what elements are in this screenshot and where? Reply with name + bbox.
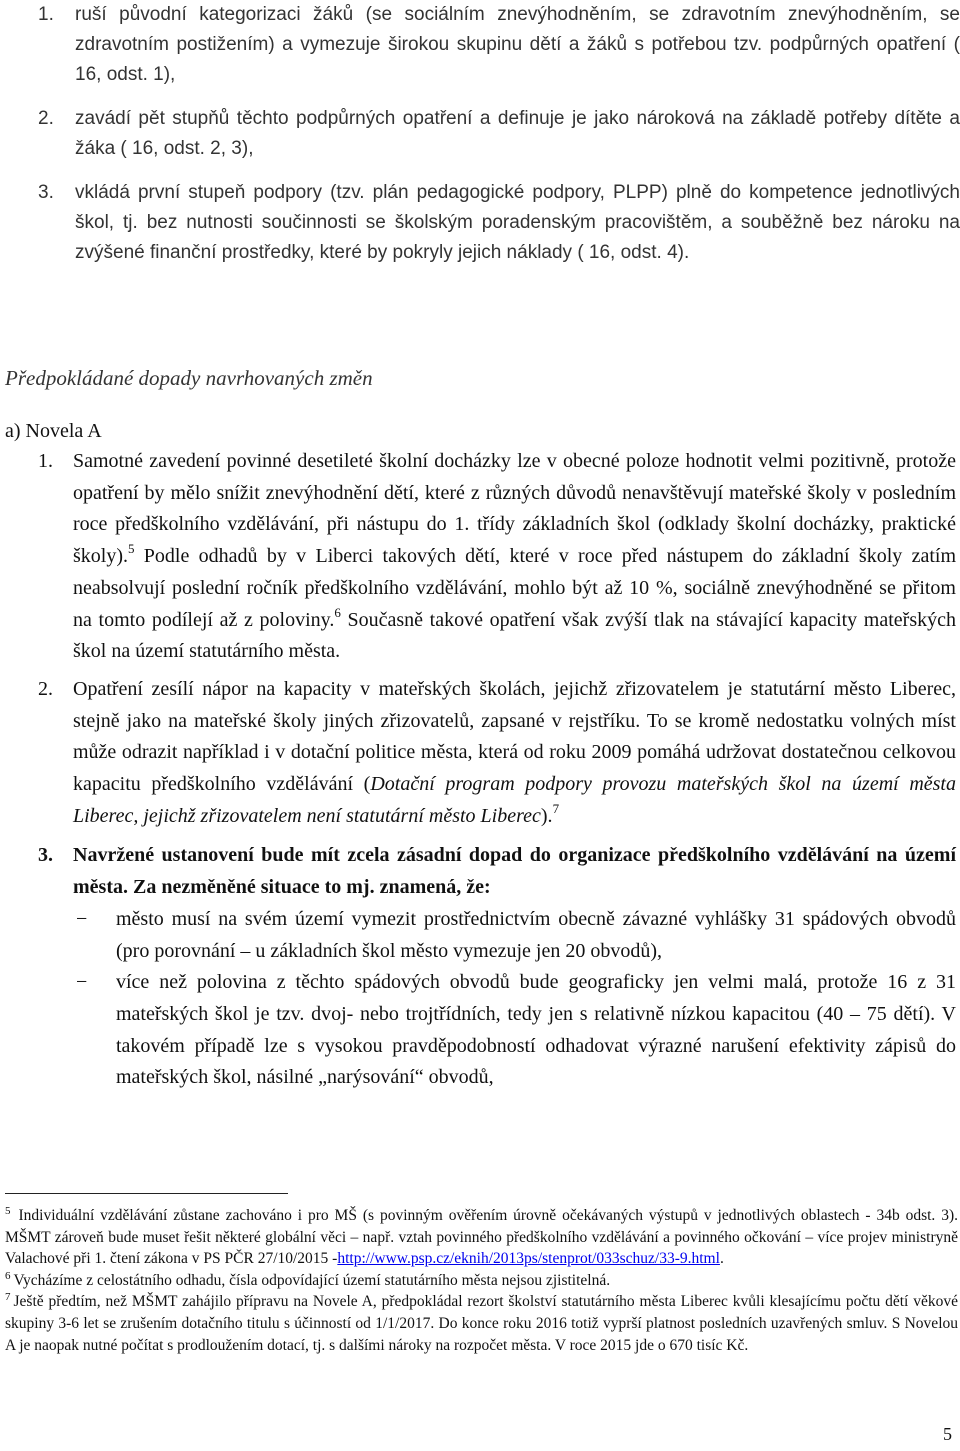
list-text: vkládá první stupeň podpory (tzv. plán pedagogické podpory, PLPP) plně do kompetence jednotlivých škol, tj. bez nutnosti součinnosti se školským poradenským pracovištěm, a souběžně bez nároku na zvýšené finanční prostředky, které by pokryly jejich náklady ( 16, odst. 4). — [75, 182, 960, 263]
footnote-text: Ještě předtím, než MŠMT zahájilo přípravu na Novele A, předpokládal rezort školství statutárního města Liberec kvůli klesajícímu počtu dětí věkové skupiny 3-6 let se zrušením dotačního titulu s účinností od 1/1/2017. Do konce roku 2016 totiž vyprší platnost posledních uzavřených smluv. S Novelou A je naopak nutné počítat s prodloužením dotací, tj. s dalšími nároky na rozpočet města. V roce 2015 jde o 670 tisíc Kč. — [5, 1293, 958, 1354]
footnote-text: . — [719, 1250, 724, 1268]
list-item — [0, 104, 960, 164]
impact-number: 1. — [38, 450, 53, 472]
impact-text: Podle odhadů by v Liberci takových dětí, které v roce před nástupem do základní školy zatím neabsolvují poslední ročník předškolního vzdělávání, mohlo být až 10 %, sociálně znevýhodněné se přitom na tomto podílejí až z poloviny. — [73, 545, 956, 631]
list-number: 1. — [38, 4, 54, 25]
impact-paragraph-3 — [0, 840, 956, 903]
impact-text: Opatření zesílí nápor na kapacity v mateřských školách, jejichž zřizovatelem je statutární město Liberec, stejně jako na mateřské školy jiných zřizovatelů, zapsané v rejstříku. To se kromě nedostatku volných míst může odrazit například i v dotační politice města, která od roku 2009 pomáhá udržovat dostatečnou celkovou kapacitu předškolního vzdělávání ( — [73, 677, 956, 796]
top-list — [0, 0, 960, 268]
footnote-5 — [5, 1205, 958, 1270]
impacts-list — [0, 446, 956, 1094]
page-number: 5 — [943, 1424, 952, 1444]
impact-number: 2. — [38, 677, 53, 700]
list-text: zavádí pět stupňů těchto podpůrných opatření a definuje je jako nároková na základě potřeby dítěte a žáka ( 16, odst. 2, 3), — [75, 108, 960, 159]
impact-text: Současně takové opatření však zvýší tlak na stávající kapacity mateřských škol na území statutárního města. — [73, 608, 956, 663]
impact-paragraph-1 — [0, 446, 956, 668]
impact-text: Navržené ustanovení bude mít zcela zásadní dopad do organizace předškolního vzdělávání na území města. Za nezměněné situace to mj. znamená, že: — [73, 844, 956, 899]
footnote-7 — [5, 1291, 958, 1356]
bullet-item — [0, 904, 956, 967]
impact-text: Samotné zavedení povinné desetileté školní docházky lze v obecné poloze hodnotit velmi pozitivně, protože opatření by mělo snížit znevýhodnění dětí, které z různých důvodů nenavštěvují mateřské školy v posledním roce předškolního vzdělávání, při nástupu do 1. třídy základních škol (odklady školní docházky, praktické školy). — [73, 450, 956, 568]
impact-paragraph-2 — [0, 674, 956, 833]
bullet-text: město musí na svém území vymezit prostřednictvím obecně závazné vyhlášky 31 spádových obvodů (pro porovnání – u základních škol město vymezuje jen 20 obvodů), — [116, 907, 956, 962]
program-title: Dotační program podpory provozu mateřských škol na území města Liberec, jejichž zřizovatelem není statutární město Liberec — [73, 773, 956, 827]
footnote-ref[interactable]: 7 — [552, 800, 560, 816]
footnotes — [5, 1205, 958, 1356]
bullet-item — [0, 967, 956, 1094]
section-heading: Předpokládané dopady navrhovaných změn — [5, 366, 373, 390]
footnote-number: 6 — [5, 1269, 11, 1282]
dash-marker: − — [76, 971, 88, 994]
footnote-link[interactable]: http://www.psp.cz/eknih/2013ps/stenprot/033schuz/33-9.html — [337, 1250, 720, 1268]
footnote-ref[interactable]: 5 — [128, 541, 135, 557]
footnote-ref[interactable]: 6 — [334, 604, 341, 620]
footnote-text: Vycházíme z celostátního odhadu, čísla odpovídající území statutárního města nejsou zjistitelná. — [13, 1271, 611, 1289]
list-item — [0, 178, 960, 268]
dash-marker: − — [76, 907, 88, 930]
impact-text: ). — [540, 804, 553, 827]
footnote-number: 7 — [5, 1291, 11, 1304]
subsection-label: a) Novela A — [5, 420, 102, 442]
footnote-text: Individuální vzdělávání zůstane zachováno i pro MŠ (s povinným ověřením úrovně očekávaných výstupů v jednotlivých oblastech - 34b odst. 3). MŠMT zároveň bude muset řešit některé globální věci – např. vztah povinného předškolního vzdělávání a povinného očkování – více projev ministryně Valachové při 1. čtení zákona v PS PČR 27/10/2015 - — [5, 1207, 958, 1268]
list-number: 2. — [38, 108, 54, 129]
list-number: 3. — [38, 182, 54, 203]
list-item — [0, 0, 960, 90]
footnote-number: 5 — [5, 1205, 11, 1217]
list-text: ruší původní kategorizaci žáků (se sociálním znevýhodněním, se zdravotním znevýhodněním, se zdravotním postižením) a vymezuje širokou skupinu dětí a žáků s potřebou tzv. podpůrných opatření ( 16, odst. 1), — [75, 4, 960, 85]
footnote-6 — [5, 1270, 958, 1292]
impact-number: 3. — [38, 844, 53, 867]
bullet-text: více než polovina z těchto spádových obvodů bude geograficky jen velmi malá, protože 16 z 31 mateřských škol je tzv. dvoj- nebo trojtřídních, tedy jen s relativně nízkou kapacitou (40 – 75 dětí). V takovém případě lze s vysokou pravděpodobností odhadovat výrazné narušení efektivity zápisů do mateřských škol, násilné „narýsování“ obvodů, — [116, 971, 956, 1089]
footnote-separator — [5, 1193, 288, 1194]
